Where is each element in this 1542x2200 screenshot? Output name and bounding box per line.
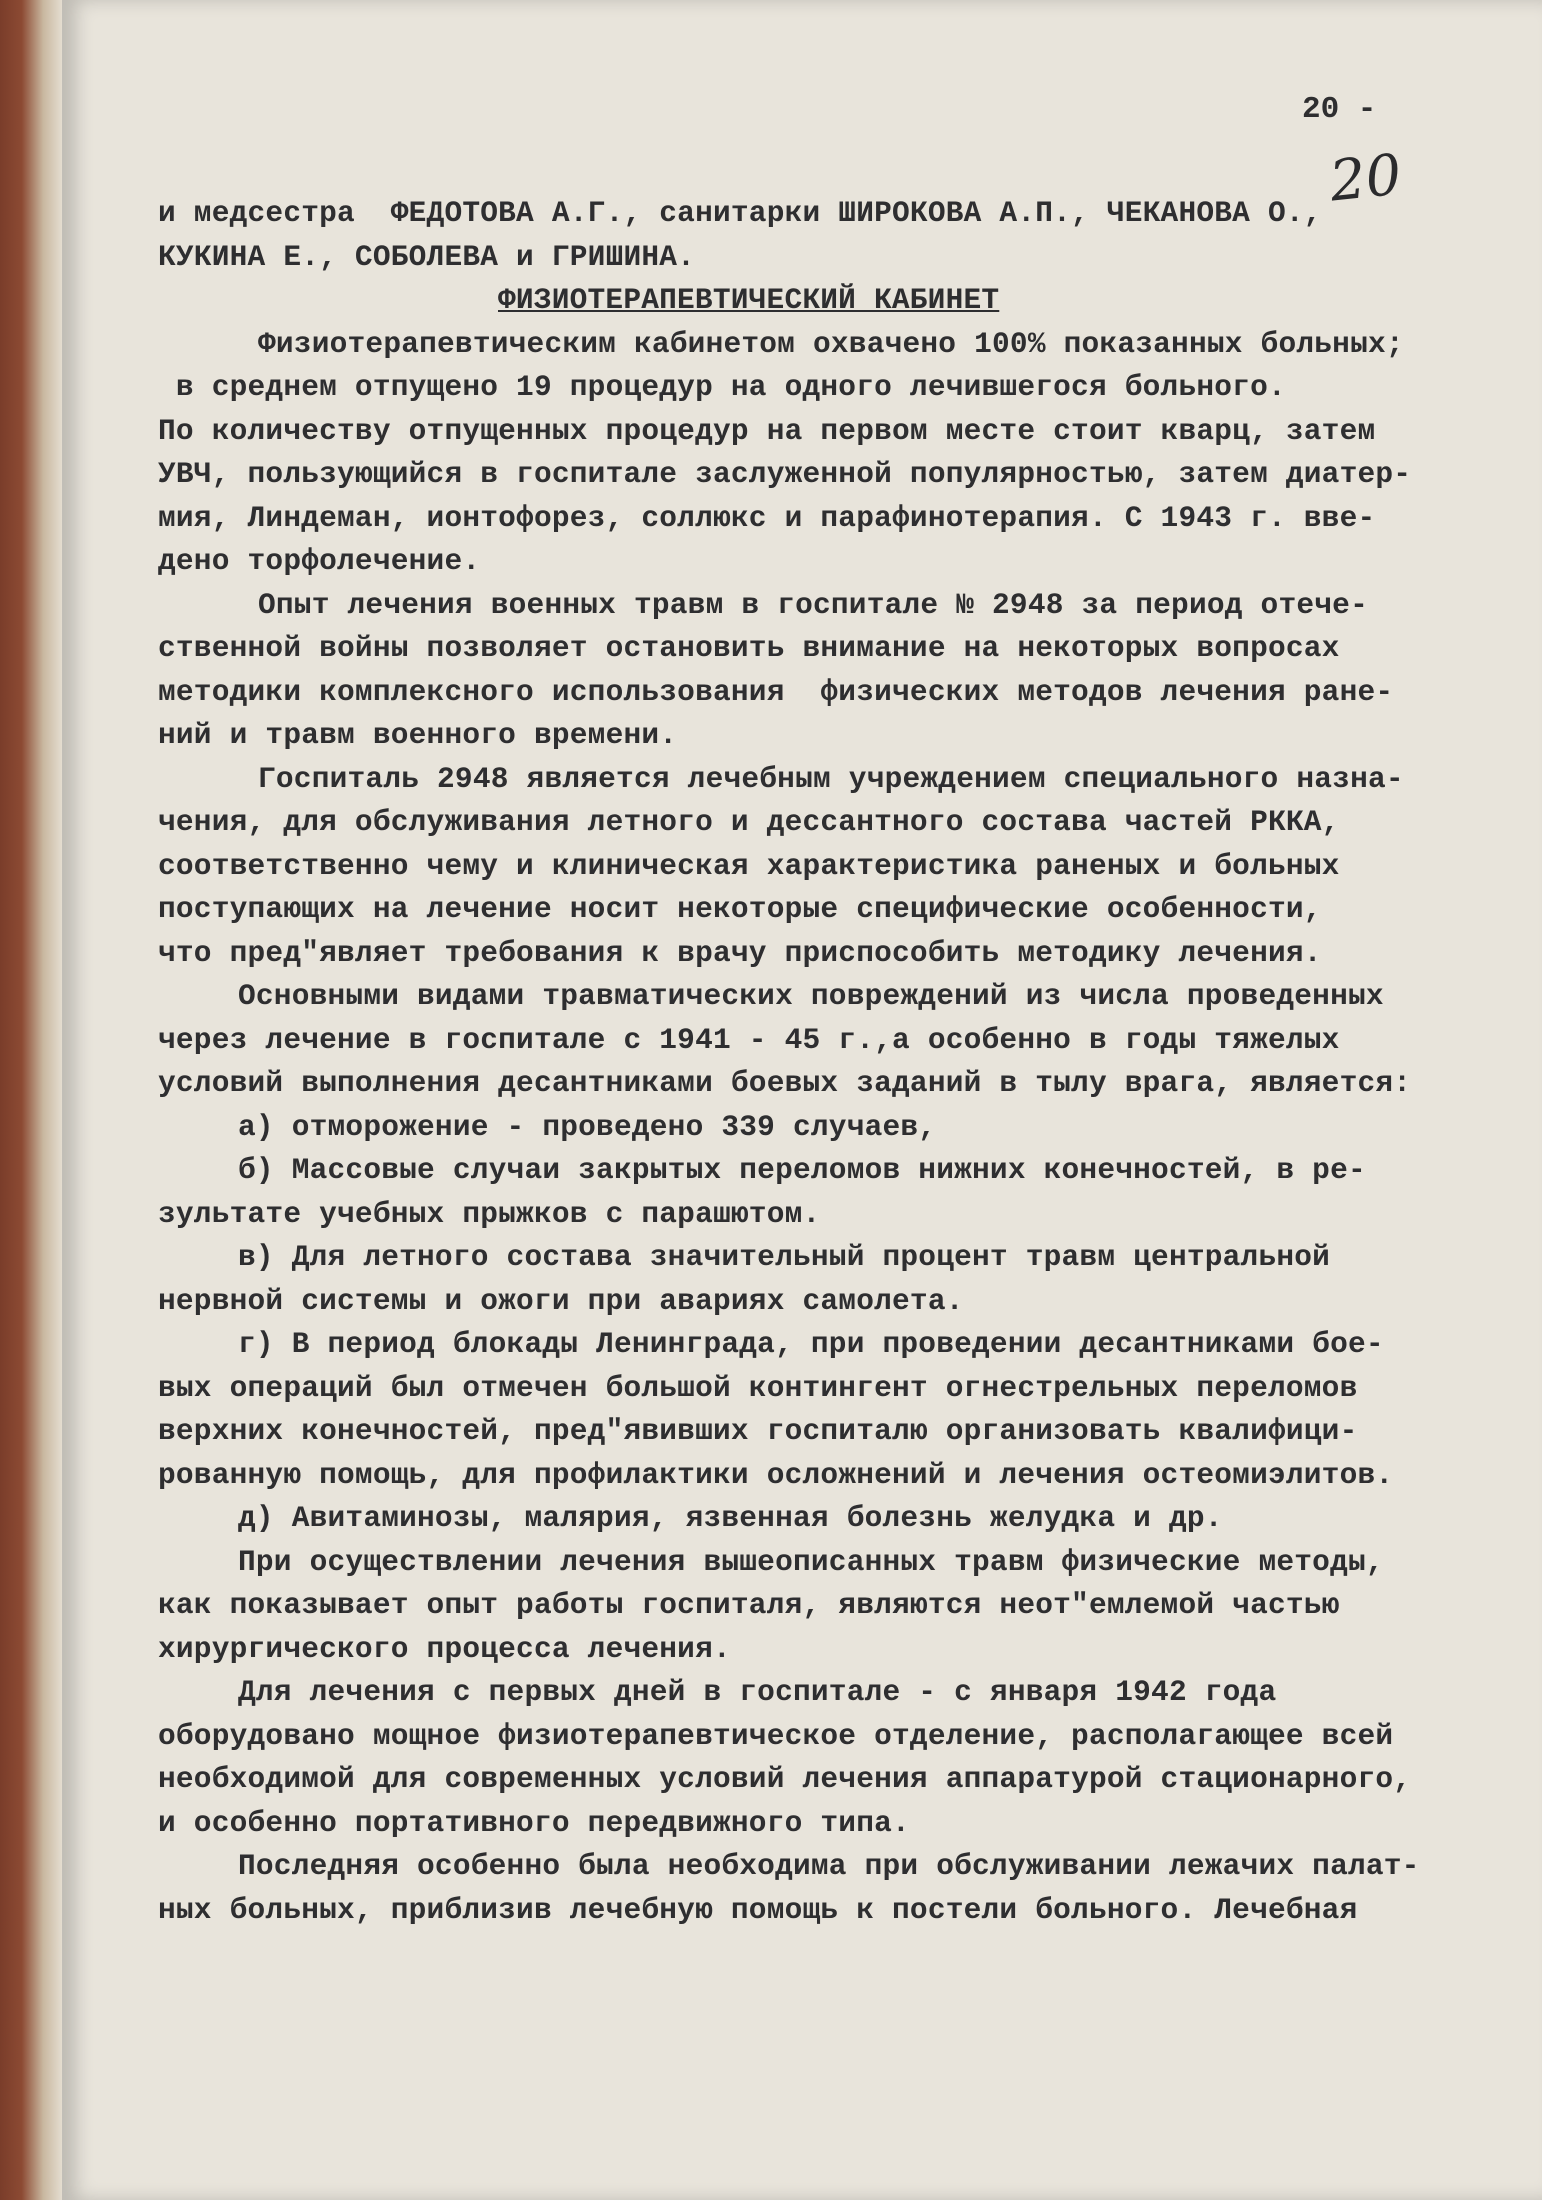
text-line: УВЧ, пользующийся в госпитале заслуженной популярностью, затем диатер-	[158, 457, 1412, 491]
text-line: вых операций был отмечен большой контингент огнестрельных переломов	[158, 1370, 1358, 1405]
text-line: через лечение в госпитале с 1941 - 45 г.,а особенно в годы тяжелых	[158, 1022, 1340, 1057]
text-line: мия, Линдеман, ионтофорез, соллюкс и парафинотерапия. С 1943 г. вве-	[158, 500, 1376, 535]
text-line: что пред"являет требования к врачу приспособить методику лечения.	[158, 935, 1322, 970]
text-line: рованную помощь, для профилактики осложнений и лечения остеомиэлитов.	[158, 1457, 1394, 1492]
handwritten-page-number: 20	[1326, 142, 1405, 215]
text-line: поступающих на лечение носит некоторые специфические особенности,	[158, 892, 1322, 926]
text-line: Госпиталь 2948 является лечебным учреждением специального назна-	[258, 761, 1404, 796]
text-line: соответственно чему и клиническая характеристика раненых и больных	[158, 848, 1340, 883]
text-line: условий выполнения десантниками боевых заданий в тылу врага, является:	[158, 1066, 1412, 1100]
text-line: Последняя особенно была необходима при обслуживании лежачих палат-	[238, 1849, 1420, 1883]
document-page	[62, 0, 1542, 2200]
text-line: Для лечения с первых дней в госпитале - с января 1942 года	[238, 1675, 1277, 1709]
text-line: Опыт лечения военных травм в госпитале № 2948 за период отече-	[258, 587, 1368, 622]
text-line: и медсестра ФЕДОТОВА А.Г., санитарки ШИРОКОВА А.П., ЧЕКАНОВА О.,	[158, 196, 1322, 230]
text-line: как показывает опыт работы госпиталя, являются неот"емлемой частью	[158, 1588, 1340, 1622]
text-line: ственной войны позволяет остановить внимание на некоторых вопросах	[158, 631, 1340, 665]
text-line: в среднем отпущено 19 процедур на одного лечившегося больного.	[158, 370, 1286, 404]
section-heading: ФИЗИОТЕРАПЕВТИЧЕСКИЙ КАБИНЕТ	[498, 283, 1000, 317]
text-line: дено торфолечение.	[158, 544, 481, 578]
text-line: необходимой для современных условий лечения аппаратурой стационарного,	[158, 1762, 1412, 1796]
text-line: Физиотерапевтическим кабинетом охвачено 100% показанных больных;	[258, 326, 1404, 361]
text-line: КУКИНА Е., СОБОЛЕВА и ГРИШИНА.	[158, 239, 696, 274]
text-line: ных больных, приблизив лечебную помощь к постели больного. Лечебная	[158, 1892, 1358, 1927]
text-line: Основными видами травматических повреждений из числа проведенных	[238, 979, 1384, 1013]
text-line: г) В период блокады Ленинграда, при проведении десантниками бое-	[238, 1327, 1384, 1361]
typed-text-body	[158, 192, 1498, 1932]
text-line: По количеству отпущенных процедур на первом месте стоит кварц, затем	[158, 413, 1376, 448]
text-line: и особенно портативного передвижного типа.	[158, 1805, 910, 1840]
text-line: При осуществлении лечения вышеописанных травм физические методы,	[238, 1544, 1384, 1579]
text-line: верхних конечностей, пред"явивших госпиталю организовать квалифици-	[158, 1414, 1358, 1448]
text-line: ний и травм военного времени.	[158, 718, 678, 752]
text-line: в) Для летного состава значительный процент травм центральной	[238, 1240, 1331, 1274]
text-line: нервной системы и ожоги при авариях самолета.	[158, 1283, 964, 1318]
text-line: д) Авитаминозы, малярия, язвенная болезнь желудка и др.	[238, 1501, 1223, 1535]
page-number: 20 -	[1302, 92, 1377, 127]
text-line: б) Массовые случаи закрытых переломов нижних конечностей, в ре-	[238, 1153, 1366, 1187]
text-line: чения, для обслуживания летного и дессантного состава частей РККА,	[158, 805, 1340, 839]
binding-edge	[0, 0, 62, 2200]
text-line: оборудовано мощное физиотерапевтическое отделение, располагающее всей	[158, 1718, 1394, 1753]
text-line: зультате учебных прыжков с парашютом.	[158, 1196, 821, 1231]
text-line: а) отморожение - проведено 339 случаев,	[238, 1109, 937, 1144]
text-line: хирургического процесса лечения.	[158, 1631, 731, 1666]
text-line: методики комплексного использования физических методов лечения ране-	[158, 674, 1394, 709]
